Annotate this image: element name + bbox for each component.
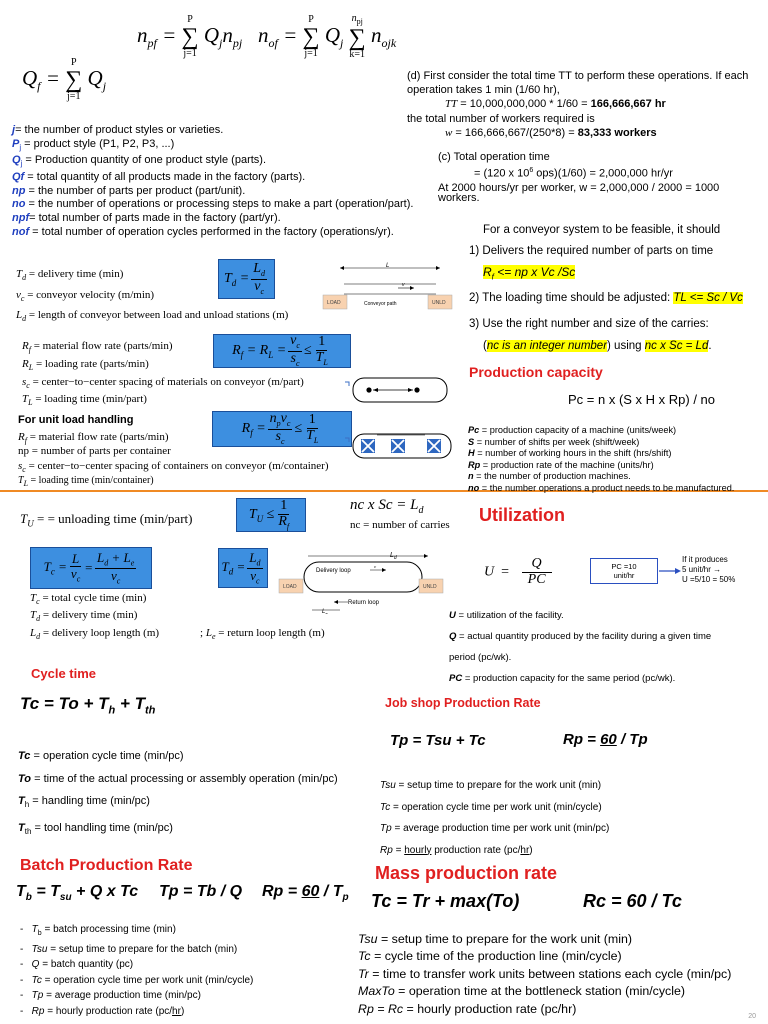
feasibility-item-2: 2) The loading time should be adjusted: TL <= Sc / Vc [469, 292, 743, 304]
definition-item: Rp = hourly production rate (pc/hr) [380, 844, 533, 856]
definition-item: H = number of working hours in the shift (hrs/shift) [468, 448, 672, 459]
batch-title: Batch Production Rate [20, 857, 193, 874]
sc2-def: $s_c$ = center−to−center spacing of containers on conveyor (m/container) [18, 460, 329, 475]
definition-item: $T_h$ = handling time (min/pc) [18, 795, 150, 810]
utilization-title: Utilization [479, 505, 565, 525]
feasibility-item-1: 1) Delivers the required number of parts on time [469, 245, 714, 257]
tc-loop-formula-box: $T_c$ = $\frac{L}{v_c}$ = $\frac{L_d + L_e}{v_c}$ [30, 547, 152, 589]
tc-loop-def: $T_c$ = total cycle time (min) [30, 592, 147, 607]
ld-loop-def: $L_d$ = delivery loop length (m) [30, 627, 160, 642]
utilization-defs [449, 605, 711, 689]
svg-text:v: v [374, 564, 376, 569]
page-number: 20 [748, 1013, 756, 1020]
production-capacity-defs [468, 425, 734, 495]
definition-item: $T_{th}$ = tool handling time (min/pc) [18, 821, 173, 836]
definition-item: $P_j$ = product style (P1, P2, P3, ...) [12, 137, 175, 152]
loop-load-label: LOAD [283, 584, 297, 590]
le-loop-def: ; $L_e$ = return loop length (m) [200, 627, 325, 642]
definition-item: Tr = time to transfer work units between stations each cycle (min/pc) [358, 966, 732, 981]
definition-item: j= the number of product styles or varieties. [12, 124, 224, 136]
definition-item: Tc = operation cycle time (min/pc) [18, 750, 184, 762]
tu-formula-box: $T_U$ ≤ $\frac{1}{R_f}$ [236, 498, 306, 532]
nc-definition: nc = number of carries [350, 519, 450, 531]
definition-item: Q = actual quantity produced by the facility during a given time [449, 631, 712, 642]
definition-item: Rp = Rc = hourly production rate (pc/hr) [358, 1001, 577, 1016]
np-def: np = number of parts per container [18, 445, 171, 457]
sc-def: $s_c$ = center−to−center spacing of materials on conveyor (m/part) [22, 376, 304, 391]
definition-item: - Q = batch quantity (pc) [20, 959, 134, 970]
definitions-list [12, 124, 413, 239]
definition-item: Qf = total quantity of all products made in the factory (parts). [12, 171, 306, 184]
definition-item: no = the number operations a product needs to be manufactured. [468, 482, 735, 493]
arrow-icon [659, 566, 681, 576]
mass-rc-formula: Rc = 60 / Tc [583, 891, 682, 911]
spacing-diagram-1 [343, 372, 453, 406]
definition-item: To = time of the actual processing or assembly operation (min/pc) [18, 772, 338, 785]
batch-tb-formula: $T_b = T_{su} + Q$ x Tc [16, 883, 139, 904]
td-loop-formula-box: $T_d$ = $\frac{L_d}{v_c}$ [218, 548, 268, 588]
batch-rp-formula: $Rp = 60 / T_p$ [262, 883, 349, 904]
conveyor-path-label: Conveyor path [364, 301, 397, 307]
batch-tp-formula: Tp = Tb / Q [159, 883, 243, 900]
definition-item: Tc = cycle time of the production line (min/cycle) [358, 949, 622, 964]
spacing-diagram-2 [343, 428, 455, 462]
definition-item: period (pc/wk). [449, 652, 512, 663]
delivery-loop-label: Delivery loop [316, 568, 351, 574]
svg-text:Le: $L_e$ [322, 609, 328, 614]
vc-label: v [402, 282, 405, 288]
job-shop-rp-formula: Rp = 60 / Tp [563, 731, 648, 748]
loop-unld-label: UNLD [423, 584, 437, 590]
td-loop-def: $T_d$ = delivery time (min) [30, 609, 138, 624]
rf-def: $R_f$ = material flow rate (parts/min) [22, 340, 173, 355]
rl-def: $R_L$ = loading rate (parts/min) [22, 358, 149, 373]
qf-formula: $Q_f$ = P ∑ j=1 $Q_j$ [22, 57, 107, 102]
load-label: LOAD [327, 300, 341, 306]
npf-nof-formula: $n_{pf}$ = P ∑ j=1 $Q_jn_{pj}$ $n_{of}$ = P ∑ j=1 $Q_j$ $n_{pj}$ ∑ k=1 $n_{ojk}$ [137, 13, 397, 60]
definition-item: U = utilization of the facility. [449, 610, 564, 621]
job-shop-tp-formula: Tp = Tsu + Tc [390, 732, 486, 749]
mass-title: Mass production rate [375, 863, 558, 883]
cycle-time-title: Cycle time [31, 666, 97, 681]
feasibility-item-3: 3) Use the right number and size of the carries: [469, 318, 709, 330]
definition-item: Pc = production capacity of a machine (units/week) [468, 425, 677, 435]
definition-item: - Tp = average production time (min/pc) [20, 990, 201, 1001]
vc-def: $v_c$ = conveyor velocity (m/min) [16, 289, 155, 304]
definition-item: np = the number of parts per product (part/unit). [12, 184, 246, 197]
definition-item: Tp = average production time per work unit (min/pc) [380, 823, 610, 834]
production-capacity-title: Production capacity [469, 364, 603, 380]
definition-item: PC = production capacity for the same period (pc/wk). [449, 673, 676, 684]
svg-text:Ld: $L_d$ [390, 552, 397, 561]
unit-load-formula-box: $R_f$ = $\frac{n_pv_c}{s_c}$ ≤ $\frac{1}{T_L}$ [212, 411, 352, 447]
rf2-def: $R_f$ = material flow rate (parts/min) [18, 431, 169, 446]
definition-item: Rp = production rate of the machine (units/hr) [468, 459, 654, 470]
cycle-time-defs [18, 745, 338, 843]
cycle-time-formula: $Tc = To + T_h + T_{th}$ [20, 694, 156, 717]
definition-item: Tsu = setup time to prepare for the work unit (min) [380, 780, 602, 791]
definition-item: n = the number of production machines. [468, 471, 631, 482]
part-d-block: (d) First consider the total time TT to perform these operations. If each operation takes 1 min (1/60 hr), TT = 10,000,000,000 * 1/60 = 166,666,667 hr the total number of workers required is w = 166,666,667/(250*8) = 83,333 workers [407, 70, 749, 139]
part-c-block: (c) Total operation time = (120 x $10^6$ ops)(1/60) = 2,000,000 hr/yr At 2000 hours/yr per worker, w = 2,000,000 / 2000 = 1000 [438, 151, 720, 194]
conveyor-diagram [322, 262, 454, 322]
nc-equation: nc x $Sc = L_d$ [350, 497, 424, 516]
job-shop-title: Job shop Production Rate [385, 696, 541, 710]
return-loop-label: Return loop [348, 600, 380, 606]
ld-def: $L_d$ = length of conveyor between load and unload stations (m) [16, 309, 289, 324]
definition-item: - Tsu = setup time to prepare for the batch (min) [20, 943, 238, 955]
ld-label: L [386, 263, 390, 269]
feasibility-item-1-eq: $R_f$ <= np x Vc /Sc [483, 265, 576, 282]
definition-item: MaxTo = operation time at the bottleneck station (min/cycle) [358, 984, 686, 999]
definition-item: npf= total number of parts made in the factory (part/yr). [12, 211, 281, 224]
capacity-example-box: PC =10 unit/hr [590, 558, 658, 584]
td-def: $T_d$ = delivery time (min) [16, 268, 124, 283]
definition-item: S = number of shifts per week (shift/week) [468, 436, 640, 447]
tu-def: $T_U$ = = unloading time (min/part) [20, 511, 193, 529]
unit-load-title: For unit load handling [18, 414, 134, 426]
rf-rl-formula-box: $R_f = R_L$ = $\frac{v_c}{s_c}$ ≤ $\frac{1}{T_L}$ [213, 334, 351, 368]
definition-item: - Rp = hourly production rate (pc/hr) [20, 1005, 185, 1017]
utilization-example-text: If it produces 5 unit/hr → U =5/10 = 50% [682, 555, 736, 584]
feasibility-item-3b: (nc is an integer number) using nc x Sc = Ld. [483, 340, 712, 352]
production-capacity-formula: Pc = n x (S x H x Rp) / no [568, 392, 716, 407]
definition-item: - $T_b$ = batch processing time (min) [20, 924, 176, 937]
part-c-end: workers. [438, 192, 480, 204]
td-formula-box: $T_d$ = $\frac{L_d}{v_c}$ [218, 259, 275, 299]
definition-item: nof = total number of operation cycles performed in the factory (operations/yr). [12, 225, 394, 238]
delivery-loop-diagram [278, 552, 444, 614]
definition-item: $Q_j$ = Production quantity of one product style (parts). [12, 154, 267, 169]
definition-item: Tc = operation cycle time per work unit (min/cycle) [380, 801, 602, 813]
mass-tc-formula: Tc = Tr + max(To) [371, 891, 520, 911]
definition-item: no = the number of operations or processing steps to make a part (operation/part). [12, 198, 414, 211]
tl-def: $T_L$ = loading time (min/part) [22, 393, 147, 408]
batch-defs [20, 922, 253, 1019]
definition-item: - Tc = operation cycle time per work unit (min/cycle) [20, 974, 254, 986]
feasibility-intro: For a conveyor system to be feasible, it should [483, 224, 721, 236]
job-shop-defs [380, 775, 609, 861]
tl2-def: $T_L$ = loading time (min/container) [18, 475, 154, 488]
utilization-formula: U = $\frac{Q}{PC}$ [484, 557, 554, 587]
unld-label: UNLD [432, 300, 446, 306]
mass-defs [358, 931, 731, 1018]
definition-item: Tsu = setup time to prepare for the work unit (min) [358, 932, 632, 946]
